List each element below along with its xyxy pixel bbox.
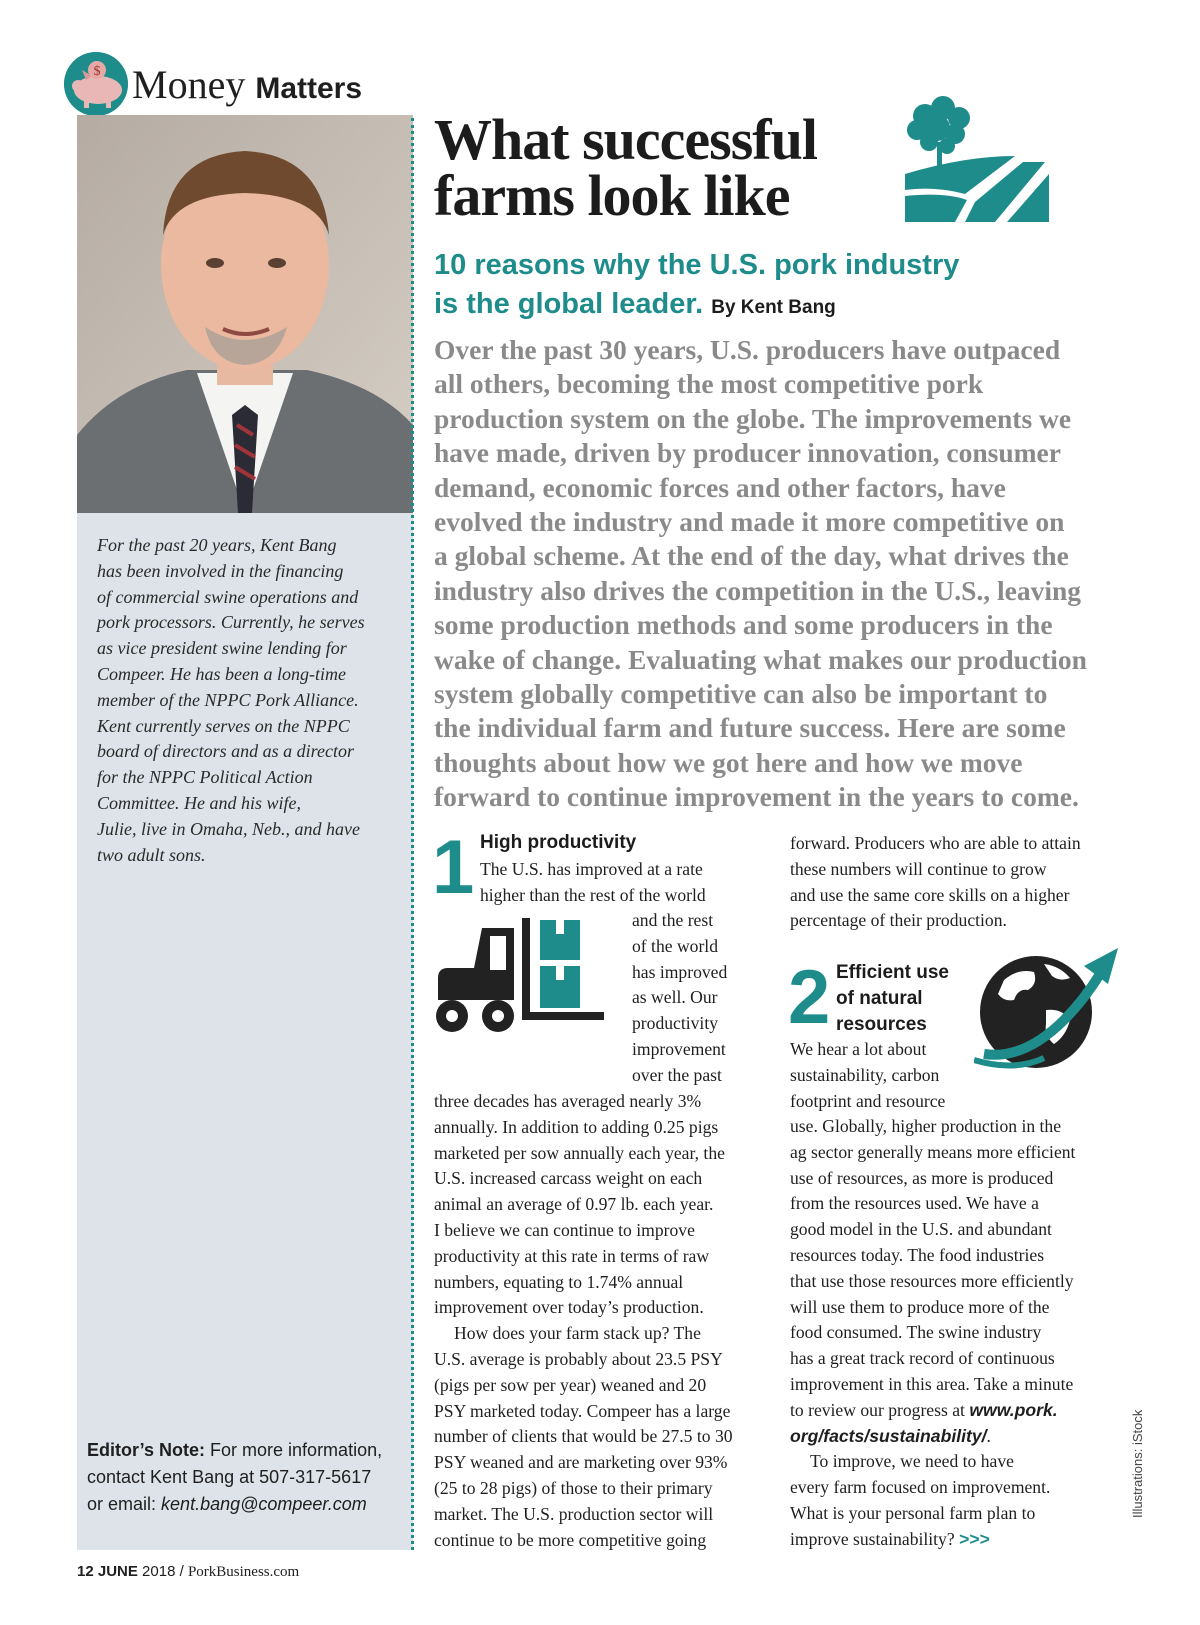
item2-closing-line: every farm focused on improvement. (790, 1477, 1051, 1498)
item2-line: good model in the U.S. and abundant (790, 1219, 1052, 1240)
illustration-credit: Illustrations: iStock (1130, 1409, 1145, 1518)
intro-line: thoughts about how we got here and how we move (434, 746, 1023, 778)
item1-line: (25 to 28 pigs) of those to their primary (434, 1477, 713, 1498)
bio-line: Kent currently serves on the NPPC (97, 715, 350, 736)
intro-line: demand, economic forces and other factors, have (434, 471, 1006, 503)
bio-line: has been involved in the financing (97, 560, 344, 581)
item1-cont-line: and use the same core skills on a higher (790, 884, 1070, 905)
intro-line: evolved the industry and made it more competitive on (434, 506, 1065, 538)
item1-line: productivity at this rate in terms of raw (434, 1245, 710, 1266)
svg-text:$: $ (93, 64, 101, 79)
intro-line: some production methods and some producers in the (434, 609, 1053, 641)
item-number-2: 2 (788, 955, 831, 1040)
intro-line: industry also drives the competition in the U.S., leaving (434, 574, 1082, 606)
item1-line: (pigs per sow per year) weaned and 20 (434, 1374, 707, 1395)
item2-title (836, 960, 949, 1038)
continued-arrow: >>> (959, 1528, 990, 1549)
byline: By Kent Bang (711, 297, 836, 318)
item2-line: use of resources, as more is produced (790, 1167, 1054, 1188)
item1-line: annually. In addition to adding 0.25 pigs (434, 1116, 719, 1137)
item2-line: We hear a lot about (790, 1039, 927, 1059)
bio-line: two adult sons. (97, 844, 206, 865)
bio-line: Committee. He and his wife, (97, 792, 301, 813)
author-photo (77, 115, 413, 513)
item1-title: High productivity (480, 832, 637, 853)
intro-line: wake of change. Evaluating what makes our production (434, 643, 1087, 675)
item1-line: PSY weaned and are marketing over 93% (434, 1452, 728, 1473)
item2-closing-line: What is your personal farm plan to (790, 1502, 1036, 1523)
item2-text-body: use. Globally, higher production in the ag sector generally means more efficient use of resources, as more is produced from the resources used. We have a good model in the U.S. and abundant resources today. The food industries that use those resources more efficiently will use them to produce more of the food consumed. The swine industry has a great track record of continuous improvement in this area. Take a minute to review our progress at www.pork. org/facts/sustainability/. To improve, we need to have every farm focused on improvement. What is your personal farm plan to improve sustainability? >>> (790, 1116, 1076, 1549)
item2-text-wrap (790, 1037, 945, 1114)
editor-note (87, 1437, 407, 1518)
bio-line: for the NPPC Political Action (97, 767, 313, 788)
issue-month: JUNE (97, 1563, 138, 1580)
item1-line: productivity (632, 1013, 719, 1034)
item1-line: higher than the rest of the world (480, 884, 706, 905)
headline (434, 107, 894, 228)
item1-cont-line: forward. Producers who are able to attain (790, 833, 1081, 853)
intro-paragraph (434, 333, 1124, 815)
item-number-1: 1 (432, 825, 475, 910)
item1-line: of the world (632, 935, 718, 956)
item2-line: sustainability, carbon (790, 1064, 940, 1085)
item2-line: that use those resources more efficiently (790, 1270, 1074, 1291)
bio-line: Julie, live in Omaha, Neb., and have (97, 818, 360, 839)
item1-text-wrap (632, 908, 727, 1089)
bio-line: board of directors and as a director (97, 741, 354, 762)
piggy-bank-icon (64, 52, 128, 116)
item1-line: U.S. average is probably about 23.5 PSY (434, 1348, 723, 1369)
editor-note-label: Editor’s Note: (87, 1440, 206, 1460)
item1-line: PSY marketed today. Compeer has a large (434, 1400, 731, 1421)
item2-title-line: Efficient use (836, 962, 949, 983)
intro-line: forward to continue improvement in the years to come. (434, 781, 1079, 813)
item1-line: numbers, equating to 1.74% annual (434, 1271, 684, 1292)
item1-line: number of clients that would be 27.5 to 30 (434, 1426, 733, 1447)
footer-site: PorkBusiness.com (187, 1564, 300, 1580)
item1-line: as well. Our (632, 987, 718, 1008)
bio-line: as vice president swine lending for (97, 638, 347, 659)
bio-line: Compeer. He has been a long-time (97, 663, 346, 684)
item1-line: improvement over today’s production. (434, 1297, 704, 1318)
item2-line: improvement in this area. Take a minute (790, 1373, 1074, 1394)
item2-closing-line: To improve, we need to have (810, 1451, 1014, 1472)
intro-line: have made, driven by producer innovation, consumer (434, 437, 1061, 469)
author-bio (97, 533, 397, 868)
item1-line: The U.S. has improved at a rate (480, 859, 703, 879)
intro-line: a global scheme. At the end of the day, what drives the (434, 540, 1069, 572)
item2-line: has a great track record of continuous (790, 1348, 1055, 1369)
subhead-line: is the global leader. (434, 288, 704, 320)
item1-line: market. The U.S. production sector will (434, 1503, 714, 1524)
item1-cont-line: these numbers will continue to grow (790, 858, 1047, 879)
page-footer: 12 JUNE 2018 / PorkBusiness.com (77, 1563, 300, 1580)
editor-note-line3: or email: (87, 1494, 157, 1514)
item2-line: from the resources used. We have a (790, 1193, 1039, 1214)
item1-line: has improved (632, 961, 728, 982)
item2-line: to review our progress at (790, 1399, 965, 1420)
item2-title-line: of natural (836, 988, 923, 1009)
item2-line: use. Globally, higher production in the (790, 1116, 1062, 1136)
intro-line: production system on the globe. The improvements we (434, 402, 1072, 434)
column-divider (411, 118, 414, 1550)
headline-line: What successful (434, 107, 817, 172)
bio-line: member of the NPPC Pork Alliance. (97, 689, 359, 710)
item2-closing-line: improve sustainability? (790, 1528, 955, 1549)
forklift-icon (434, 918, 604, 1042)
item2-line: will use them to produce more of the (790, 1296, 1050, 1317)
bio-line: of commercial swine operations and (97, 586, 359, 607)
farm-tree-icon (895, 96, 1055, 236)
item1-line: over the past (632, 1064, 722, 1085)
subhead-line: 10 reasons why the U.S. pork industry (434, 249, 960, 281)
intro-line: the individual farm and future success. Here are some (434, 712, 1066, 744)
item1-line: How does your farm stack up? The (454, 1323, 701, 1344)
item1-line: U.S. increased carcass weight on each (434, 1168, 703, 1189)
editor-email-link[interactable]: kent.bang@compeer.com (161, 1494, 367, 1514)
item2-line: ag sector generally means more efficient (790, 1141, 1076, 1162)
issue-year: 2018 (142, 1563, 176, 1580)
item1-line: three decades has averaged nearly 3% (434, 1091, 702, 1111)
item1-line: I believe we can continue to improve (434, 1219, 695, 1240)
item2-title-line: resources (836, 1014, 927, 1035)
sustainability-link-cont[interactable]: org/facts/sustainability/ (790, 1425, 987, 1446)
bio-line: pork processors. Currently, he serves (97, 612, 365, 633)
item1-line: improvement (632, 1038, 726, 1059)
item2-line: footprint and resource (790, 1090, 946, 1111)
item1-line: marketed per sow annually each year, the (434, 1142, 725, 1163)
item2-line: resources today. The food industries (790, 1244, 1045, 1265)
item1-continued (790, 831, 1081, 934)
intro-line: Over the past 30 years, U.S. producers have outpaced (434, 334, 1061, 365)
intro-line: system globally competitive can also be important to (434, 678, 1048, 710)
editor-note-line2: contact Kent Bang at 507-317-5617 (87, 1467, 372, 1487)
item1-text-top (480, 857, 706, 909)
globe-arrow-icon (974, 940, 1124, 1080)
section-title-word1: Money (132, 62, 246, 107)
item1-line: continue to be more competitive going (434, 1529, 707, 1550)
subhead (434, 246, 1154, 327)
item1-line: and the rest (632, 910, 714, 930)
author-sidebar (77, 115, 413, 1550)
headline-line: farms look like (434, 163, 790, 228)
section-title (132, 62, 362, 112)
intro-line: all others, becoming the most competitive pork (434, 368, 984, 400)
section-title-word2: Matters (255, 72, 363, 105)
page-number: 12 (77, 1563, 94, 1580)
editor-note-line1: For more information, (210, 1440, 383, 1460)
item2-line: food consumed. The swine industry (790, 1322, 1042, 1343)
bio-line: For the past 20 years, Kent Bang (97, 535, 337, 555)
item1-cont-line: percentage of their production. (790, 910, 1007, 931)
item1-text-body (434, 1089, 733, 1553)
item1-line: animal an average of 0.97 lb. each year. (434, 1194, 714, 1215)
sustainability-link[interactable]: www.pork. (969, 1399, 1058, 1420)
